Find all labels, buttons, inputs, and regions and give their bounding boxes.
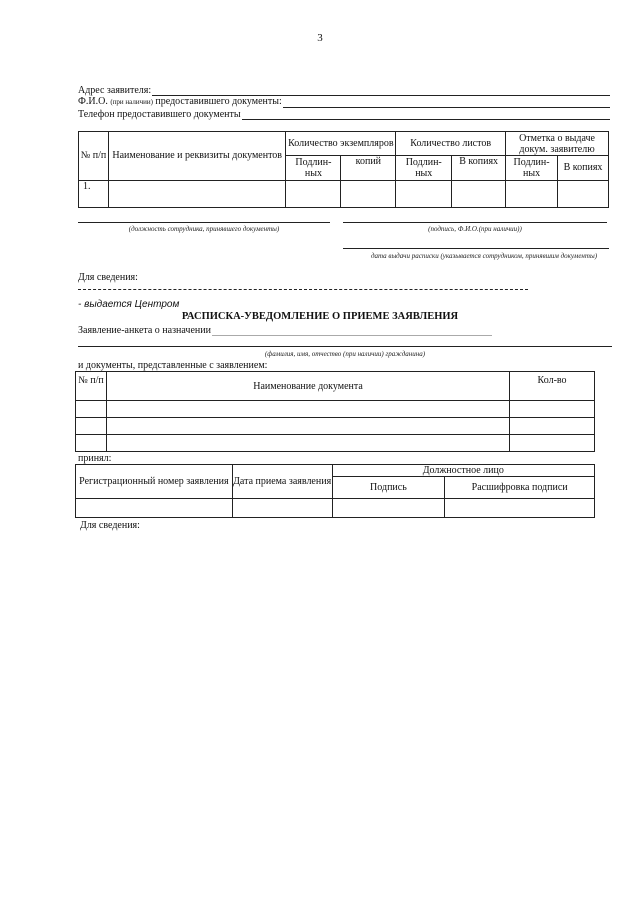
row-cell[interactable] (506, 180, 558, 207)
sub-copies-count: копий (341, 156, 396, 180)
row-cell[interactable] (106, 401, 509, 418)
row-cell[interactable] (510, 401, 595, 418)
official-header: Должностное лицо (332, 465, 594, 477)
date-caption: дата выдачи расписки (указывается сотрудником, принявшим документы) (370, 252, 598, 260)
for-info-label-2: Для сведения: (80, 520, 140, 531)
docs-submitted-label: и документы, представленные с заявлением: (78, 360, 268, 371)
col-mark-header: Отметка о выдаче докум. заявителю (506, 132, 609, 156)
row-name-cell[interactable] (108, 180, 286, 207)
col-count-header: Количество экземпляров (286, 132, 396, 156)
submitted-docs-table (75, 371, 595, 452)
row-cell[interactable] (558, 180, 609, 207)
application-field[interactable] (78, 324, 492, 336)
row-cell[interactable] (76, 401, 107, 418)
phone-line (242, 109, 610, 120)
address-field[interactable] (78, 84, 610, 96)
row-cell[interactable] (332, 499, 445, 518)
reg-number-header: Регистрационный номер заявления (76, 465, 233, 499)
fio-field[interactable] (78, 96, 610, 108)
phone-label: Телефон предоставившего документы (78, 109, 241, 120)
submitted-col-num: № п/п (76, 372, 107, 401)
receipt-title: РАСПИСКА-УВЕДОМЛЕНИЕ О ПРИЕМЕ ЗАЯВЛЕНИЯ (181, 311, 459, 322)
signature-caption: (подпись, Ф.И.О.(при наличии)) (428, 225, 522, 233)
sub-in-copies-sheets: В копиях (452, 156, 506, 180)
fio-line-2[interactable] (78, 346, 612, 347)
table-row (76, 401, 595, 418)
signature-header: Подпись (332, 477, 445, 499)
submitted-col-name: Наименование документа (106, 372, 509, 401)
table-row (79, 180, 609, 207)
fio-line (283, 97, 610, 108)
col-num-header: № п/п (79, 132, 109, 181)
documents-table (78, 131, 609, 208)
col-name-header: Наименование и реквизиты документов (108, 132, 286, 181)
submitted-col-qty: Кол-во (510, 372, 595, 401)
row-cell[interactable] (510, 435, 595, 452)
cut-line (78, 289, 528, 290)
position-caption: (должность сотрудника, принявшего документы) (128, 225, 280, 233)
accepted-label: принял: (78, 453, 112, 464)
row-cell[interactable] (286, 180, 341, 207)
phone-field[interactable] (78, 108, 610, 120)
row-cell[interactable] (396, 180, 452, 207)
page-number: 3 (317, 32, 323, 44)
address-label: Адрес заявителя: (78, 85, 152, 96)
row-cell[interactable] (106, 435, 509, 452)
row-cell[interactable] (445, 499, 595, 518)
row-cell[interactable] (76, 499, 233, 518)
fio-label: Ф.И.О. (при наличии) предоставившего документы: (78, 96, 282, 107)
reg-date-header: Дата приема заявления (232, 465, 332, 499)
signature-decode-header: Расшифровка подписи (445, 477, 595, 499)
sub-in-copies-mark: В копиях (558, 156, 609, 180)
registration-table (75, 464, 595, 518)
col-sheets-header: Количество листов (396, 132, 506, 156)
table-row (76, 418, 595, 435)
row-cell[interactable] (341, 180, 396, 207)
application-line (212, 325, 492, 336)
row-cell[interactable] (510, 418, 595, 435)
for-info-label: Для сведения: (78, 272, 138, 283)
issued-by-text: - выдается Центром (78, 299, 180, 310)
date-line[interactable] (343, 248, 609, 249)
row-cell[interactable] (76, 418, 107, 435)
row-cell[interactable] (232, 499, 332, 518)
sub-orig-sheets: Подлин- ных (396, 156, 452, 180)
table-row (76, 499, 595, 518)
row-cell[interactable] (76, 435, 107, 452)
position-line[interactable] (78, 222, 330, 223)
sub-orig-mark: Подлин- ных (506, 156, 558, 180)
application-label: Заявление-анкета о назначении (78, 325, 211, 336)
row-cell[interactable] (106, 418, 509, 435)
row-num-cell: 1. (79, 180, 109, 207)
table-row (76, 435, 595, 452)
signature-line[interactable] (343, 222, 607, 223)
sub-orig-count: Подлин- ных (286, 156, 341, 180)
fio-caption: (фамилия, имя, отчество (при наличии) гражданина) (264, 350, 426, 358)
row-cell[interactable] (452, 180, 506, 207)
address-line (152, 85, 610, 96)
